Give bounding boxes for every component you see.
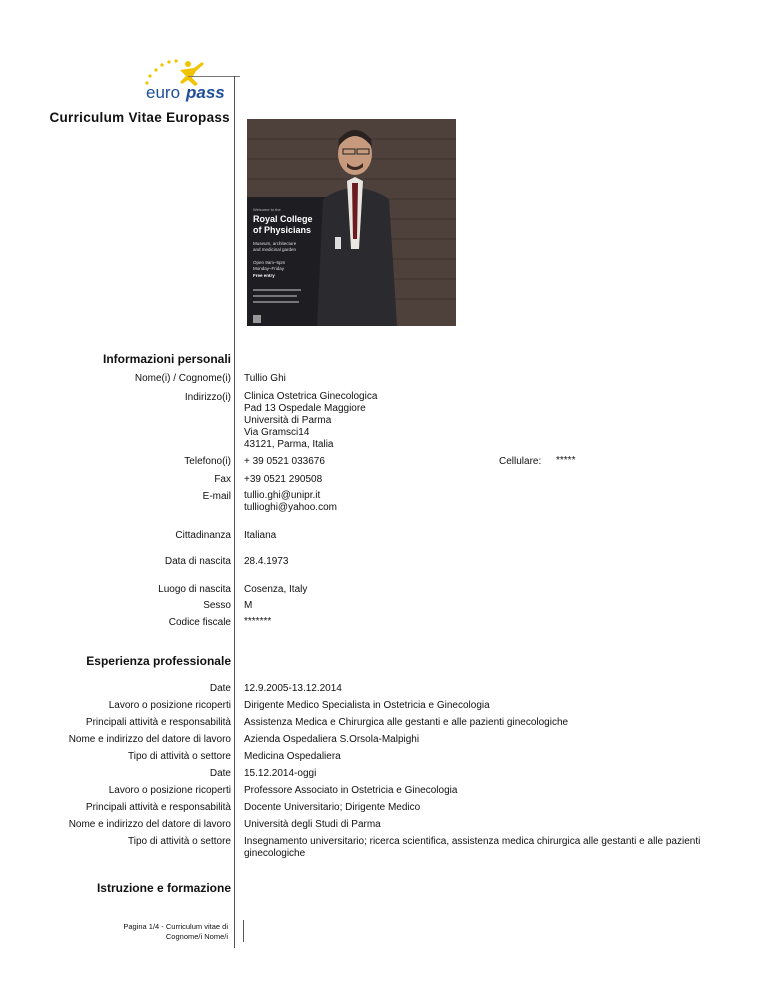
section-experience: Esperienza professionale: [86, 654, 231, 668]
section-personal-info: Informazioni personali: [102, 352, 231, 366]
citizenship-value: Italiana: [244, 530, 277, 541]
email-line: tullio.ghi@unipr.it: [244, 490, 321, 501]
exp-label: Tipo di attività o settore: [127, 751, 231, 762]
exp-label: Nome e indirizzo del datore di lavoro: [68, 734, 231, 745]
exp-label: Lavoro o posizione ricoperti: [108, 785, 231, 796]
svg-text:and medicinal garden: and medicinal garden: [253, 247, 297, 252]
exp-label: Nome e indirizzo del datore di lavoro: [68, 819, 231, 830]
exp-label: Tipo di attività o settore: [127, 836, 231, 847]
exp-value: Professore Associato in Ostetricia e Ginecologia: [244, 785, 458, 796]
exp-value: 12.9.2005-13.12.2014: [244, 683, 342, 694]
exp-label: Date: [209, 768, 231, 779]
exp-label: Principali attività e responsabilità: [85, 802, 231, 813]
exp-value: Università degli Studi di Parma: [244, 819, 381, 830]
mobile-value: *****: [556, 455, 576, 466]
email-value: [244, 490, 337, 514]
svg-text:Free entry: Free entry: [253, 273, 275, 278]
svg-text:Museum, architecture: Museum, architecture: [253, 241, 297, 246]
fax-value: +39 0521 290508: [244, 474, 323, 485]
footer-divider: [243, 920, 244, 942]
exp-value: Azienda Ospedaliera S.Orsola-Malpighi: [244, 734, 420, 745]
phone-value: + 39 0521 033676: [244, 456, 325, 467]
phone-label: Telefono(i): [184, 456, 231, 467]
sex-label: Sesso: [203, 600, 231, 611]
name-label: Nome(i) / Cognome(i): [134, 373, 231, 384]
svg-text:Monday–Friday: Monday–Friday: [253, 266, 285, 271]
address-line: Pad 13 Ospedale Maggiore: [244, 403, 366, 414]
exp-label: Principali attività e responsabilità: [85, 717, 231, 728]
eu-stars-icon: [145, 59, 177, 84]
page-footer: [100, 922, 228, 942]
citizenship-label: Cittadinanza: [175, 530, 231, 541]
address-value: [244, 391, 377, 451]
profile-photo: [247, 119, 456, 326]
address-label: Indirizzo(i): [184, 392, 231, 403]
fax-label: Fax: [214, 474, 231, 485]
birthdate-value: 28.4.1973: [244, 556, 289, 567]
svg-text:Welcome to the: Welcome to the: [253, 207, 281, 212]
birthdate-label: Data di nascita: [164, 556, 231, 567]
svg-text:of Physicians: of Physicians: [253, 225, 312, 235]
address-line: Clinica Ostetrica Ginecologica: [244, 391, 378, 402]
document-title: Curriculum Vitae Europass: [49, 110, 230, 125]
exp-label: Date: [209, 683, 231, 694]
birthplace-value: Cosenza, Italy: [244, 584, 308, 595]
exp-value: Assistenza Medica e Chirurgica alle gestanti e alle pazienti ginecologiche: [244, 717, 569, 728]
europass-logo: [136, 58, 240, 104]
logo-rule: [188, 76, 240, 77]
logo-pass: pass: [186, 83, 225, 102]
exp-value: Medicina Ospedaliera: [244, 751, 341, 762]
exp-value: Dirigente Medico Specialista in Ostetricia e Ginecologia: [244, 700, 490, 711]
exp-value: Docente Universitario; Dirigente Medico: [244, 802, 421, 813]
email-line: tullioghi@yahoo.com: [244, 502, 337, 513]
email-label: E-mail: [202, 491, 231, 502]
address-line: 43121, Parma, Italia: [244, 439, 334, 450]
logo-euro: euro: [146, 83, 181, 102]
name-value: Tullio Ghi: [244, 373, 286, 384]
exp-value: 15.12.2014-oggi: [244, 768, 317, 779]
tax-code-label: Codice fiscale: [168, 617, 231, 628]
address-line: Università di Parma: [244, 415, 332, 426]
footer-line: Pagina 1/4 - Curriculum vitae di: [123, 922, 228, 931]
tax-code-value: *******: [244, 616, 272, 627]
section-education: Istruzione e formazione: [96, 881, 231, 895]
vertical-divider: [234, 76, 235, 948]
address-line: Via Gramsci14: [244, 427, 310, 438]
sex-value: M: [244, 600, 253, 611]
mobile-label: Cellulare:: [499, 456, 542, 467]
footer-line: Cognome/i Nome/i: [165, 932, 228, 941]
svg-text:Open 9am–5pm: Open 9am–5pm: [253, 260, 286, 265]
birthplace-label: Luogo di nascita: [158, 584, 231, 595]
exp-label: Lavoro o posizione ricoperti: [108, 700, 231, 711]
exp-value: Insegnamento universitario; ricerca scientifica, assistenza medica chirurgica alle gestanti e alle pazienti ginecologiche: [244, 836, 701, 859]
svg-text:Royal College: Royal College: [253, 214, 313, 224]
